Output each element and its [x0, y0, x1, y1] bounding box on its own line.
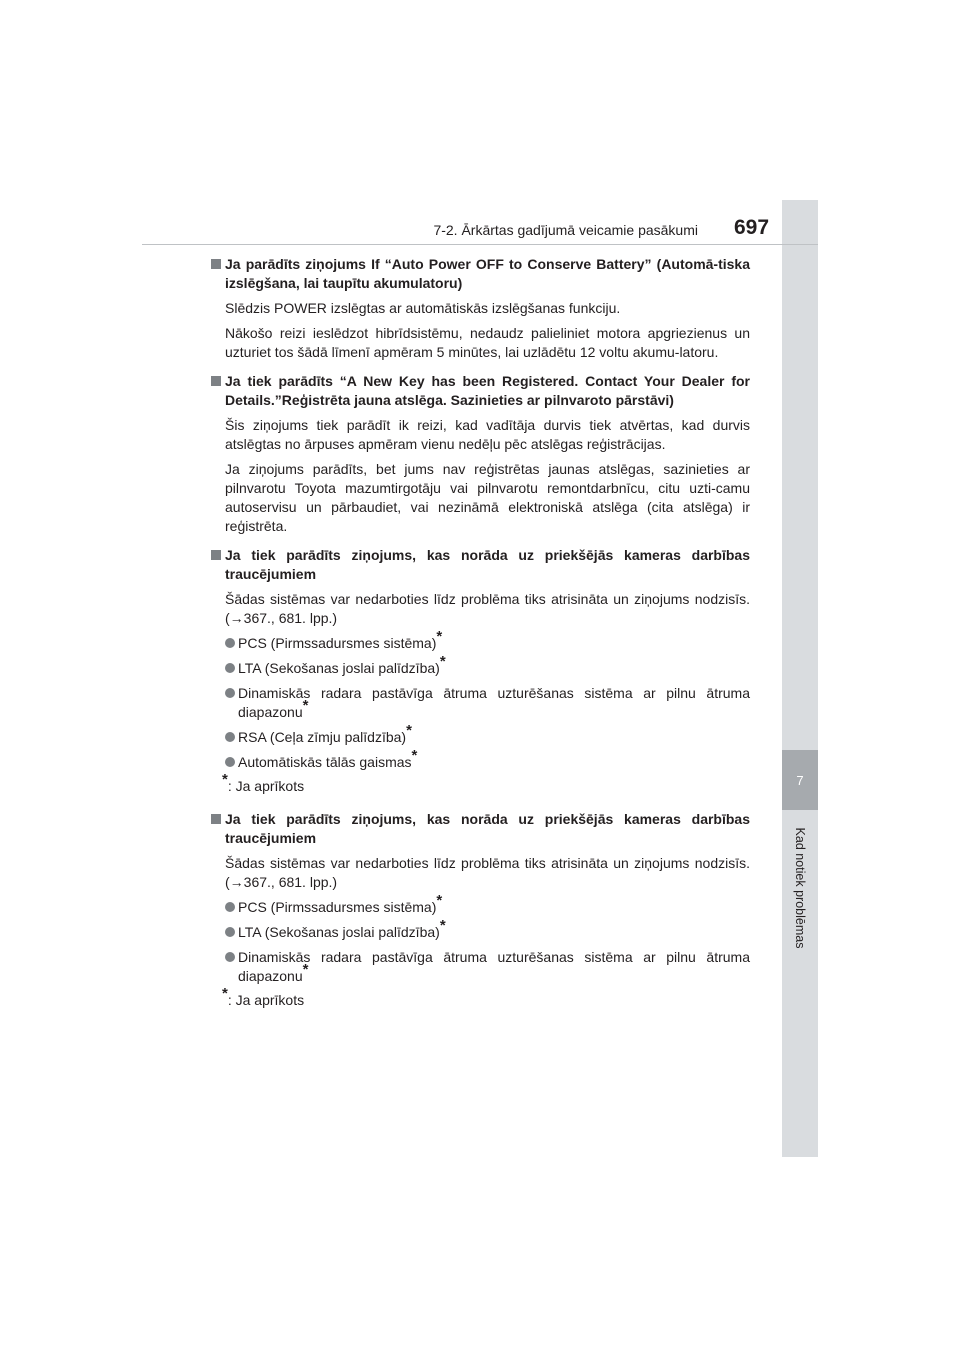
paragraph: Šādas sistēmas var nedarboties līdz problēma tiks atrisināta un ziņojums nodzisīs. (→367., 681. lpp.): [225, 855, 750, 890]
footnote-star: *: [436, 628, 443, 645]
list-item: Automātiskās tālās gaismas*: [210, 753, 750, 772]
chapter-number-box: [782, 750, 818, 810]
page-content: [210, 255, 750, 1020]
footnote-star: *: [302, 961, 309, 978]
footnote: *: Ja aprīkots: [222, 985, 305, 1008]
list-item: RSA (Ceļa zīmju palīdzība)*: [210, 728, 750, 747]
square-bullet-icon: [211, 259, 221, 269]
round-bullet-icon: [225, 638, 235, 648]
list-item: Dinamiskās radara pastāvīga ātruma uzturēšanas sistēma ar pilnu ātruma diapazonu*: [210, 684, 750, 722]
paragraph: Nākošo reizi ieslēdzot hibrīdsistēmu, nedaudz palieliniet motora apgriezienus un uzturiet tos šādā līmenī apmēram 5 minūtes, lai uzlādētu 12 voltu akumu-latoru.: [225, 325, 750, 360]
section-heading: Ja tiek parādīts ziņojums, kas norāda uz priekšējās kameras darbības traucējumiem: [210, 810, 750, 848]
list-item: PCS (Pirmssadursmes sistēma)*: [210, 898, 750, 917]
list-item: LTA (Sekošanas joslai palīdzība)*: [210, 659, 750, 678]
footnote-star: *: [406, 722, 412, 739]
paragraph: Šādas sistēmas var nedarboties līdz problēma tiks atrisināta un ziņojums nodzisīs. (→367., 681. lpp.): [225, 591, 750, 626]
section-title: 7-2. Ārkārtas gadījumā veicamie pasākumi: [433, 222, 698, 238]
round-bullet-icon: [225, 952, 235, 962]
chapter-side-tab: [782, 200, 818, 1157]
section-front-camera-malfunction-repeat: [210, 810, 750, 1010]
section-heading: Ja parādīts ziņojums If “Auto Power OFF to Conserve Battery” (Automā-tiska izslēgšana, lai taupītu akumulatoru): [210, 255, 750, 293]
round-bullet-icon: [225, 927, 235, 937]
round-bullet-icon: [225, 757, 235, 767]
square-bullet-icon: [211, 550, 221, 560]
list-item: Dinamiskās radara pastāvīga ātruma uzturēšanas sistēma ar pilnu ātruma diapazonu*: [210, 948, 750, 986]
footnote-star: *: [411, 747, 418, 764]
section-front-camera-malfunction: [210, 546, 750, 796]
page-number: 697: [734, 216, 770, 239]
paragraph: Šis ziņojums tiek parādīt ik reizi, kad vadītāja durvis tiek atvērtas, kad durvis atslēgtas no ārpuses apmēram vienu nedēļu pēc atslēgas reģistrācijas.: [225, 417, 750, 452]
square-bullet-icon: [211, 814, 221, 824]
header-divider: [142, 244, 818, 245]
section-heading: Ja tiek parādīts ziņojums, kas norāda uz priekšējās kameras darbības traucējumiem: [210, 546, 750, 584]
footnote-star: *: [439, 653, 446, 670]
footnote-star: *: [302, 697, 309, 714]
list-item: LTA (Sekošanas joslai palīdzība)*: [210, 923, 750, 942]
round-bullet-icon: [225, 902, 235, 912]
footnote-star: *: [439, 917, 446, 934]
footnote-star: *: [222, 771, 228, 788]
round-bullet-icon: [225, 663, 235, 673]
paragraph: Slēdzis POWER izslēgtas ar automātiskās izslēgšanas funkciju.: [225, 300, 621, 316]
list-item: PCS (Pirmssadursmes sistēma)*: [210, 634, 750, 653]
section-new-key-registered: [210, 372, 750, 536]
section-heading: Ja tiek parādīts “A New Key has been Registered. Contact Your Dealer for Details.”Reģistrēta jauna atslēga. Sazinieties ar pilnvaroto pārstāvi): [210, 372, 750, 410]
round-bullet-icon: [225, 688, 235, 698]
chapter-title: Kad notiek problēmas: [793, 827, 807, 949]
square-bullet-icon: [211, 376, 221, 386]
chapter-number: 7: [796, 772, 804, 788]
footnote-star: *: [436, 892, 443, 909]
paragraph: Ja ziņojums parādīts, bet jums nav reģistrētas jaunas atslēgas, sazinieties ar pilnvarotu Toyota mazumtirgotāju vai pilnvarotu remontdarbnīcu, citu uzti-camu autoservisu un pārbaudiet, vai nezināmā elektroniskā atslēga (cita atslēga) ir reģistrēta.: [225, 461, 750, 534]
footnote: *: Ja aprīkots: [222, 771, 305, 794]
section-auto-power-off: [210, 255, 750, 362]
round-bullet-icon: [225, 732, 235, 742]
footnote-star: *: [222, 985, 228, 1002]
